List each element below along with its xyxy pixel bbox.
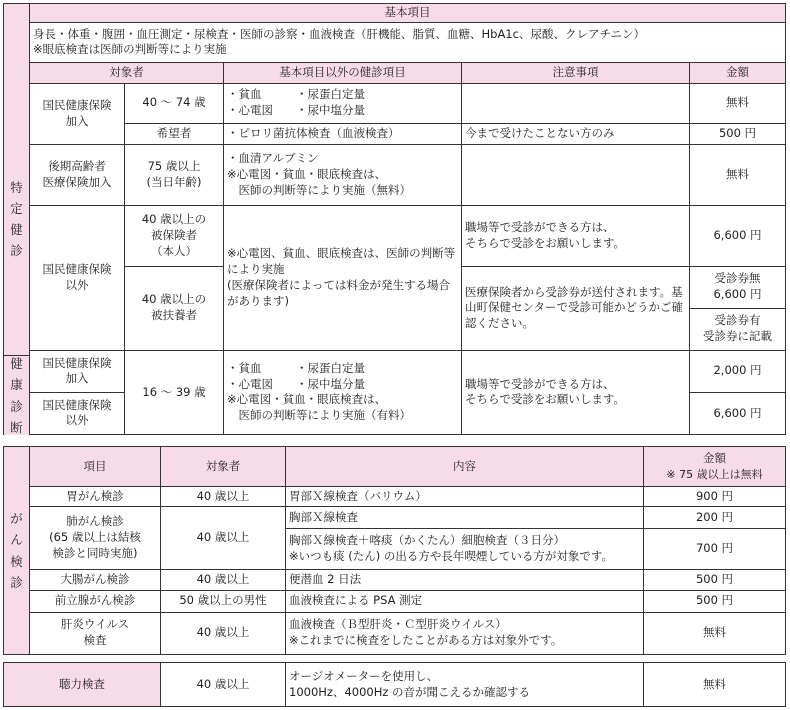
price-young-non-nhi: 6,600 円 [690, 392, 786, 434]
insurer-nhi-young: 国民健康保険 加入 [30, 350, 125, 392]
extra-items-nhi: ・貧血 ・尿蛋白定量 ・心電図 ・尿中塩分量 [224, 83, 462, 123]
header-price-label: 金額 [703, 451, 726, 466]
header-target: 対象者 [30, 62, 224, 83]
price-lung-xray: 200 円 [644, 507, 786, 528]
header-notes: 注意事項 [462, 62, 690, 83]
price-prostate: 500 円 [644, 591, 786, 612]
header-item: 項目 [30, 447, 161, 487]
extra-items-young: ・貧血 ・尿蛋白定量 ・心電図 ・尿中塩分量 ※心電図・貧血・眼底検査は、 医師の判断等により実施（有料） [224, 350, 462, 434]
price-insured: 6,600 円 [690, 205, 786, 266]
content-hearing: オージオメーターを使用し、 1000Hz、4000Hz の音が聞こえるか確認する [286, 663, 644, 707]
price-nhi: 無料 [690, 83, 786, 123]
side-label-cancer: が ん 検 診 [4, 447, 30, 655]
item-hepatitis: 肝炎ウイルス 検査 [30, 612, 161, 655]
header-price [644, 447, 786, 487]
content-hepatitis: 血液検査（Ｂ型肝炎・Ｃ型肝炎ウイルス） ※これまでに検査をしたことがある方は対象外です。 [286, 612, 644, 655]
table-row [4, 591, 786, 612]
header-target: 対象者 [161, 447, 286, 487]
item-colon: 大腸がん検診 [30, 570, 161, 591]
price-lung-sputum: 700 円 [644, 528, 786, 569]
target-hearing: 40 歳以上 [161, 663, 286, 707]
target-stomach: 40 歳以上 [161, 487, 286, 507]
header-content: 内容 [286, 447, 644, 487]
target-applicant: 希望者 [125, 123, 224, 144]
target-prostate: 50 歳以上の男性 [161, 591, 286, 612]
notes-nhi [462, 83, 690, 123]
basic-items-line1: 身長・体重・腹囲・血圧測定・尿検査・医師の診察・血液検査（肝機能、脂質、血糖、HbA1c、尿酸、クレアチニン） [33, 26, 645, 41]
extra-items-non-nhi: ※心電図、貧血、眼底検査は、医師の判断等により実施 (医療保険者によっては料金が発生する場合があります) [224, 205, 462, 350]
pylori-test: ・ピロリ菌抗体検査（血液検査） [224, 123, 462, 144]
table-row [4, 487, 786, 507]
age-75-plus: 75 歳以上 (当日年齢) [125, 144, 224, 205]
target-colon: 40 歳以上 [161, 570, 286, 591]
item-hearing: 聴力検査 [4, 663, 161, 707]
specific-checkup-table [3, 3, 786, 435]
price-dependent-with-ticket: 受診券有 受診券に記載 [690, 308, 786, 350]
pylori-price: 500 円 [690, 123, 786, 144]
header-extra-items: 基本項目以外の健診項目 [224, 62, 462, 83]
price-dependent-no-ticket: 受診券無 6,600 円 [690, 266, 786, 308]
basic-items-title: 基本項目 [30, 4, 786, 23]
pylori-notes: 今まで受けたことない方のみ [462, 123, 690, 144]
insurer-nhi: 国民健康保険 加入 [30, 83, 125, 144]
content-colon: 便潜血 2 日法 [286, 570, 644, 591]
age-40-74: 40 ～ 74 歳 [125, 83, 224, 123]
target-hepatitis: 40 歳以上 [161, 612, 286, 655]
price-young-nhi: 2,000 円 [690, 350, 786, 392]
hearing-test-table [3, 662, 786, 707]
item-prostate: 前立腺がん検診 [30, 591, 161, 612]
table-row [4, 570, 786, 591]
content-lung-xray: 胸部Ｘ線検査 [286, 507, 644, 528]
notes-dependent: 医療保険者から受診券が送付されます。基山町保健センターで受診可能かどうかご確認ください。 [462, 266, 690, 350]
price-hearing: 無料 [644, 663, 786, 707]
table-row [4, 507, 786, 528]
price-late-elderly: 無料 [690, 144, 786, 205]
basic-items-content [30, 22, 786, 62]
extra-items-late-elderly: ・血清アルブミン ※心電図・貧血・眼底検査は、 医師の判断等により実施（無料） [224, 144, 462, 205]
notes-young: 職場等で受診ができる方は、 そちらで受診をお願いします。 [462, 350, 690, 434]
insurer-late-elderly: 後期高齢者 医療保険加入 [30, 144, 125, 205]
insurer-non-nhi-young: 国民健康保険 以外 [30, 392, 125, 434]
content-lung-sputum: 胸部Ｘ線検査＋喀痰（かくたん）細胞検査（３日分） ※いつも痰 (たん) の出る方や長年喫煙している方が対象です。 [286, 528, 644, 569]
notes-late-elderly [462, 144, 690, 205]
table-row [4, 612, 786, 655]
content-stomach: 胃部Ｘ線検査（バリウム） [286, 487, 644, 507]
target-insured-40: 40 歳以上の 被保険者 （本人） [125, 205, 224, 266]
price-hepatitis: 無料 [644, 612, 786, 655]
target-lung: 40 歳以上 [161, 507, 286, 570]
cancer-screening-table [3, 446, 786, 655]
item-stomach: 胃がん検診 [30, 487, 161, 507]
insurer-non-nhi: 国民健康保険 以外 [30, 205, 125, 350]
header-price-note: ※ 75 歳以上は無料 [666, 468, 763, 481]
header-price: 金額 [690, 62, 786, 83]
age-16-39: 16 ～ 39 歳 [125, 350, 224, 434]
side-label-specific-checkup: 特 定 健 診 [4, 4, 30, 435]
notes-insured: 職場等で受診ができる方は、 そちらで受診をお願いします。 [462, 205, 690, 266]
basic-items-line2: ※眼底検査は医師の判断等により実施 [33, 42, 227, 57]
content-prostate: 血液検査による PSA 測定 [286, 591, 644, 612]
side-label-health-checkup: 健 康 診 断 [4, 355, 29, 435]
target-dependent-40: 40 歳以上の 被扶養者 [125, 266, 224, 350]
item-lung: 肺がん検診 (65 歳以上は結核 検診と同時実施) [30, 507, 161, 570]
price-colon: 500 円 [644, 570, 786, 591]
price-stomach: 900 円 [644, 487, 786, 507]
